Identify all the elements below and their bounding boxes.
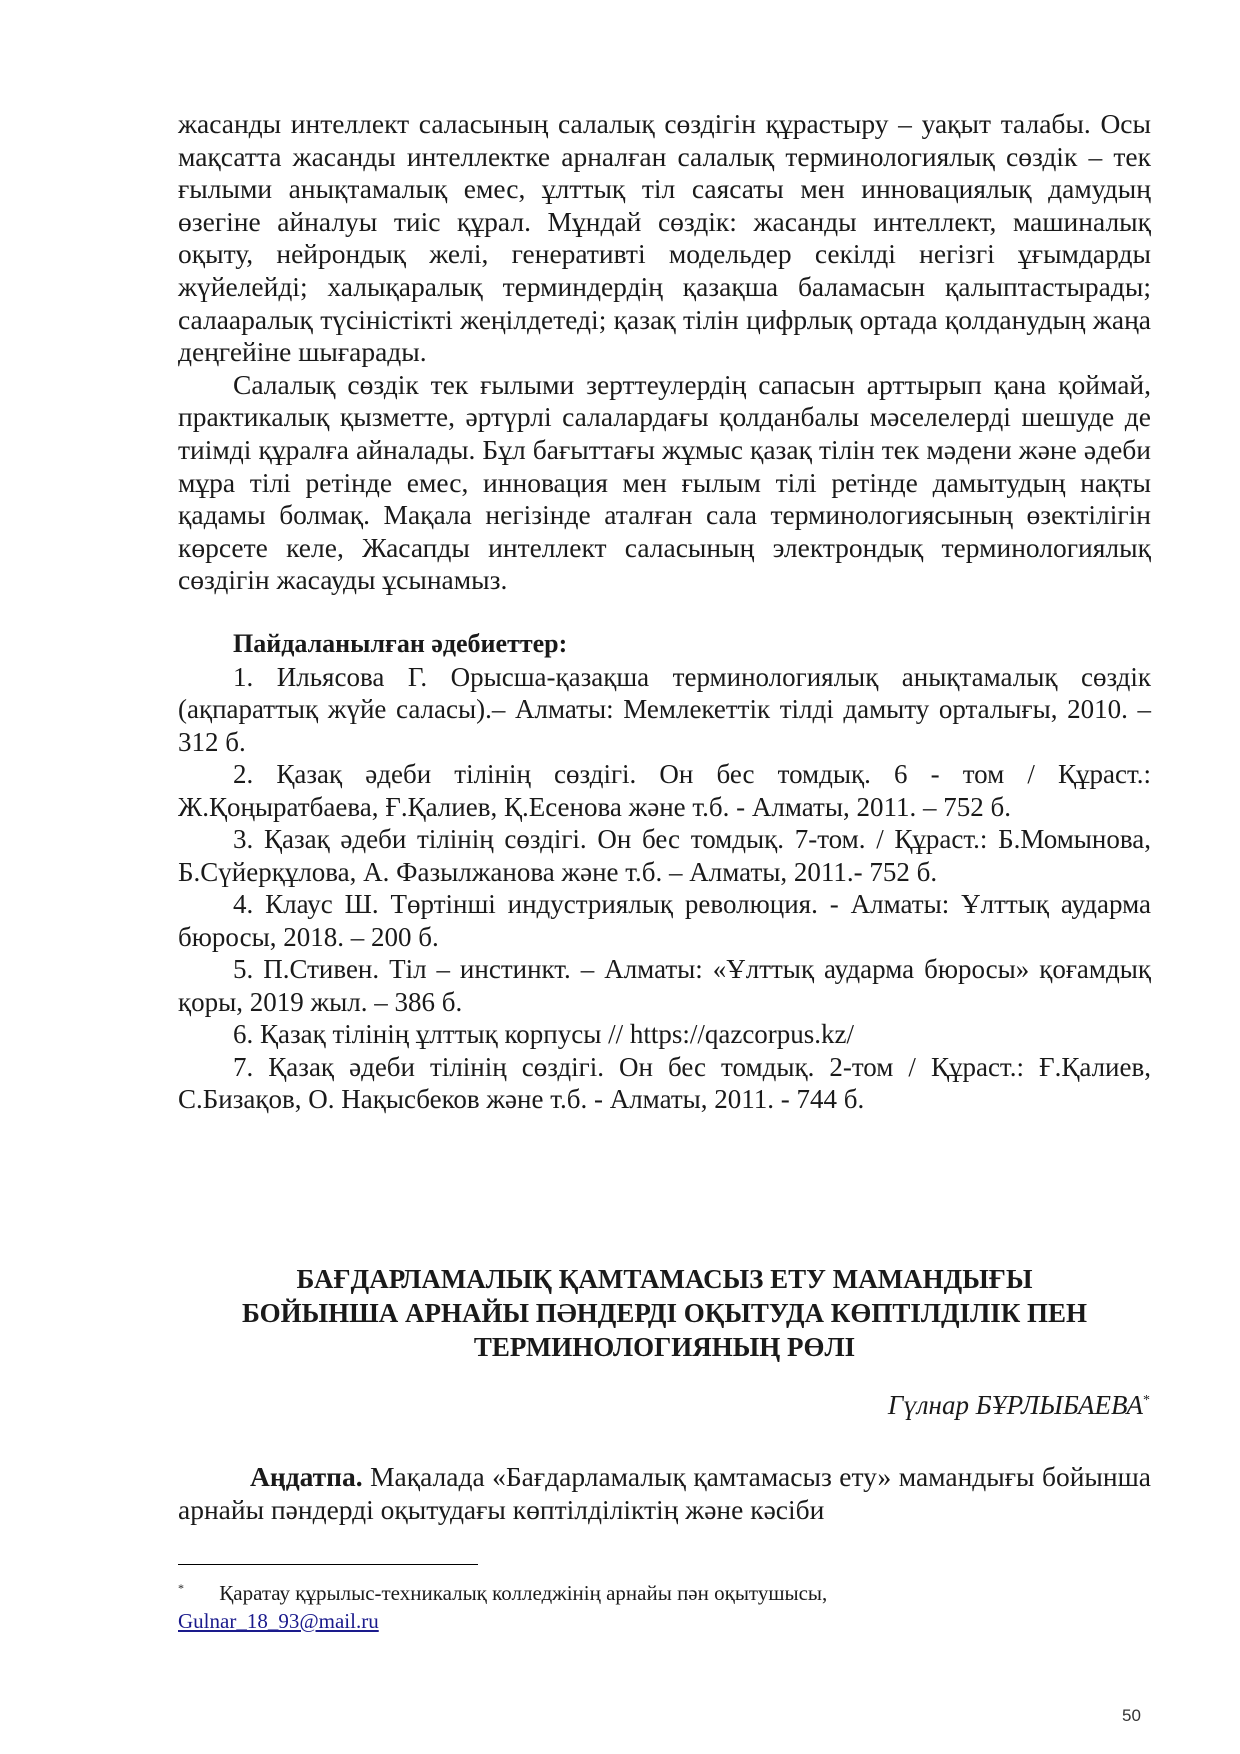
footnote-mark: * — [178, 1581, 184, 1595]
reference-item: 6. Қазақ тілінің ұлттық корпусы // https://qazcorpus.kz/ — [233, 1019, 855, 1050]
article-title — [178, 1262, 1151, 1364]
main-text — [178, 108, 1151, 1116]
reference-item: 1. Ильясова Г. Орысша-қазақша терминологиялық анықтамалық сөздік (ақпараттық жүйе саласы).– Алматы: Мемлекеттік тілді дамыту орталығы, 2010. – 312 б. — [178, 661, 1151, 757]
footnote-divider — [178, 1564, 478, 1565]
author-name — [888, 1390, 1150, 1421]
article-title-line: БОЙЫНША АРНАЙЫ ПӘНДЕРДІ ОҚЫТУДА КӨПТІЛДІЛІК ПЕН — [241, 1298, 1088, 1328]
article-title-line: БАҒДАРЛАМАЛЫҚ ҚАМТАМАСЫЗ ЕТУ МАМАНДЫҒЫ — [296, 1264, 1033, 1294]
author-email-link[interactable]: Gulnar_18_93@mail.ru — [178, 1609, 379, 1633]
references-list — [178, 661, 1151, 1116]
footnote — [178, 1574, 1151, 1635]
body-paragraph-2: Салалық сөздік тек ғылыми зерттеулердің сапасын арттырып қана қоймай, практикалық қызметте, әртүрлі салалардағы қолданбалы мәселелерді шешуде де тиімді құралға айналады. Бұл бағыттағы жұмыс қазақ тілін тек мәдени және әдеби мұра тілі ретінде емес, инновация мен ғылым тілі ретінде дамытудың нақты қадамы болмақ. Мақала негізінде аталған сала терминологиясының өзектілігін көрсете келе, Жасапды интеллект саласының электрондық терминологиялық сөздігін жасауды ұсынамыз. — [178, 368, 1151, 596]
reference-item: 5. П.Стивен. Тіл – инстинкт. – Алматы: «Ұлттық аударма бюросы» қоғамдық қоры, 2019 жыл. – 386 б. — [178, 954, 1151, 1017]
author-text: Гүлнар БҰРЛЫБАЕВА — [887, 1390, 1143, 1420]
reference-item: 2. Қазақ әдеби тілінің сөздігі. Он бес томдық. 6 - том / Құраст.: Ж.Қоңыратбаева, Ғ.Қалиев, Қ.Есенова және т.б. - Алматы, 2011. – 752 б. — [178, 759, 1151, 822]
reference-item: 7. Қазақ әдеби тілінің сөздігі. Он бес томдық. 2-том / Құраст.: Ғ.Қалиев, С.Бизақов, О. Нақысбеков және т.б. - Алматы, 2011. - 744 б. — [178, 1051, 1151, 1115]
abstract-label: Аңдатпа. — [250, 1461, 363, 1492]
reference-item: 4. Клаус Ш. Төртінші индустриялық революция. - Алматы: Ұлттық аударма бюросы, 2018. – 200 б. — [178, 889, 1151, 952]
article-title-line: ТЕРМИНОЛОГИЯНЫҢ РӨЛІ — [473, 1332, 856, 1362]
reference-item: 3. Қазақ әдеби тілінің сөздігі. Он бес томдық. 7-том. / Құраст.: Б.Момынова, Б.Сүйерқұлова, А. Фазылжанова және т.б. – Алматы, 2011.- 752 б. — [178, 824, 1151, 887]
body-paragraph-1: жасанды интеллект саласының салалық сөздігін құрастыру – уақыт талабы. Осы мақсатта жасанды интеллектке арналған салалық терминологиялық сөздік – тек ғылыми анықтамалық емес, ұлттық тіл саясаты мен инновациялық дамудың өзегіне айналуы тиіс құрал. Мұндай сөздік: жасанды интеллект, машиналық оқыту, нейрондық желі, генеративті модельдер секілді негізгі ұғымдарды жүйелейді; халықаралық терминдердің қазақша баламасын қалыптастырады; салааралық түсіністікті жеңілдетеді; қазақ тілін цифрлық ортада қолданудың жаңа деңгейіне шығарады. — [178, 108, 1151, 368]
author-footnote-mark[interactable]: * — [1143, 1393, 1150, 1408]
footnote-text: Қаратау құрылыс-техникалық колледжінің арнайы пән оқытушысы, — [219, 1581, 828, 1605]
page-number: 50 — [1122, 1706, 1141, 1725]
references-heading: Пайдаланылған әдебиеттер: — [233, 628, 568, 658]
abstract — [178, 1460, 1151, 1526]
abstract-text: Мақалада «Бағдарламалық қамтамасыз ету» мамандығы бойынша арнайы пәндерді оқытудағы көптілділіктің және кәсіби — [178, 1461, 1151, 1525]
